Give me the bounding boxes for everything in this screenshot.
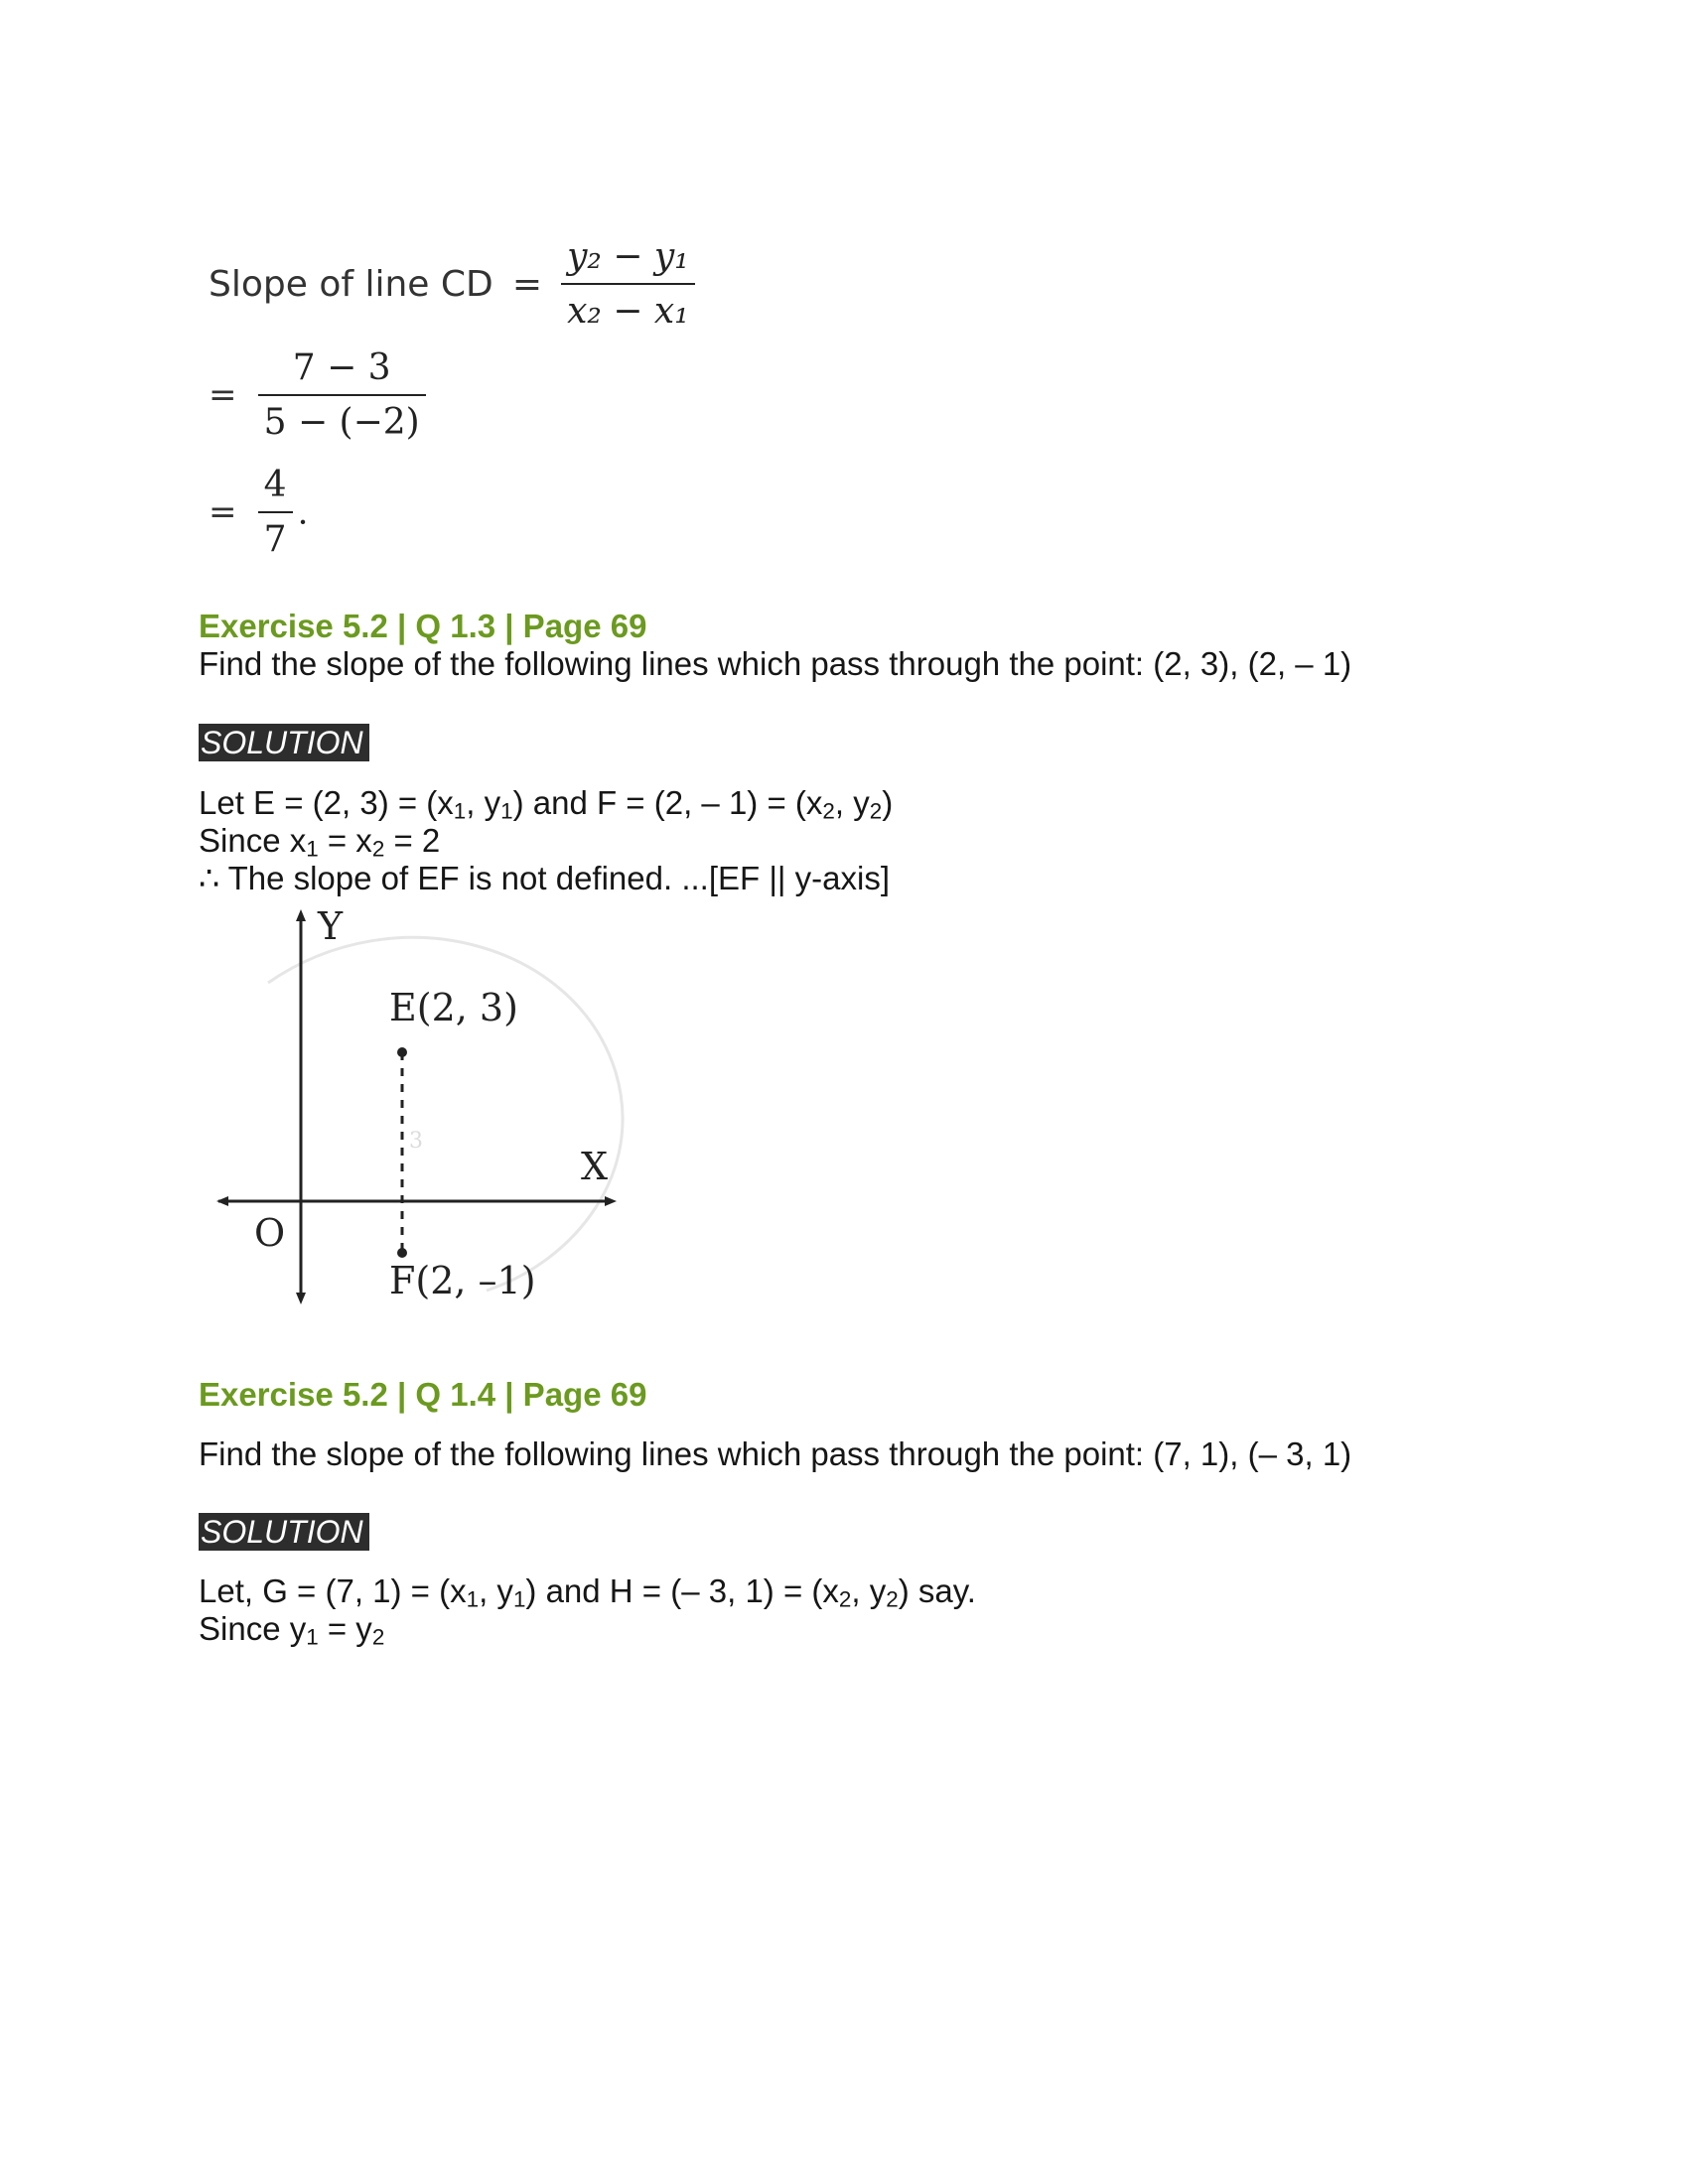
question-q1-3: Find the slope of the following lines which pass through the point: (2, 3), (2, – 1) — [199, 645, 1352, 682]
equals-sign: = — [209, 492, 237, 533]
origin-label: O — [254, 1211, 286, 1255]
slope-step-2 — [209, 465, 308, 561]
step2-fraction — [258, 465, 293, 561]
step1-fraction — [258, 347, 426, 444]
step1-denominator: 5 − (−2) — [263, 402, 420, 444]
solution-line-1: Let, G = (7, $1) = (x_1$, $y_1$) and H = (– 3, $1) = (x_2$, $y_2$) say. — [199, 1572, 976, 1612]
slope-step-1 — [209, 347, 426, 444]
fraction-bar — [258, 394, 426, 396]
formula-numerator: y₂ − y₁ — [567, 236, 689, 277]
step2-denominator: 7 — [263, 519, 287, 561]
equals-sign: = — [209, 375, 237, 416]
faint-length-label: 3 — [409, 1129, 423, 1154]
slope-label: Slope of line CD — [209, 263, 493, 305]
solution-badge: SOLUTION — [199, 724, 369, 761]
step2-numerator: 4 — [263, 465, 287, 505]
fraction-bar — [561, 283, 695, 285]
point-e-label: E(2, 3) — [389, 986, 518, 1029]
coordinate-diagram — [199, 903, 655, 1320]
x-axis-label: X — [581, 1145, 609, 1188]
fraction-bar — [258, 511, 293, 513]
solution-line-2: Since $y_1 = y_2$ — [199, 1610, 385, 1650]
slope-fraction — [561, 236, 695, 333]
slope-formula — [209, 236, 695, 333]
point-f-label: F(2, –1) — [389, 1259, 536, 1302]
y-axis-label: Y — [318, 904, 344, 948]
exercise-heading-q1-4: Exercise 5.2 | Q 1.4 | Page 69 — [199, 1376, 647, 1413]
solution-line-1: Let E = (2, $3) = (x_1$, $y_1$) and F = (2, – $1) = (x_2$, $y_2$) — [199, 784, 894, 824]
equals-sign: = — [511, 263, 542, 305]
solution-badge: SOLUTION — [199, 1513, 369, 1551]
formula-denominator: x₂ − x₁ — [567, 291, 689, 333]
solution-line-2: Since $x_1 = x_2 = 2$ — [199, 822, 441, 862]
solution-line-3: ∴ The slope of EF is not defined. ...[EF || y-axis] — [199, 860, 890, 896]
exercise-heading-q1-3: Exercise 5.2 | Q 1.3 | Page 69 — [199, 608, 647, 644]
step1-numerator: 7 − 3 — [292, 347, 391, 388]
question-q1-4: Find the slope of the following lines which pass through the point: (7, 1), (– 3, 1) — [199, 1435, 1352, 1472]
point-e — [397, 1047, 407, 1057]
period: . — [297, 492, 309, 533]
point-f — [397, 1248, 407, 1258]
